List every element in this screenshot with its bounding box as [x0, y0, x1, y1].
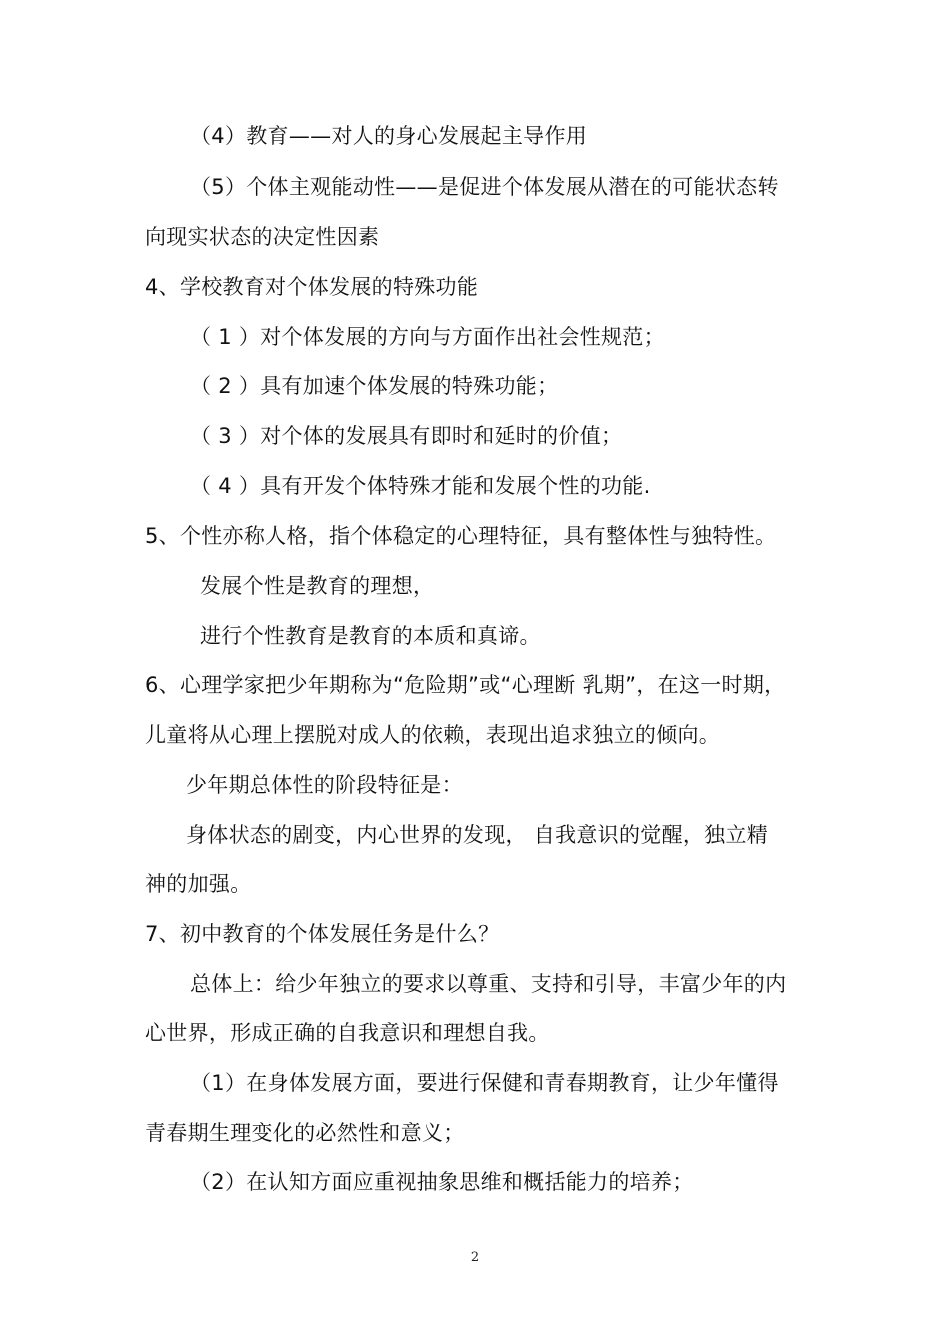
text-line-14: 少年期总体性的阶段特征是： [186, 773, 463, 797]
text-line-10: 发展个性是教育的理想， [200, 574, 435, 598]
text-line-22: （2）在认知方面应重视抽象思维和概括能力的培养； [190, 1170, 694, 1194]
page-number: 2 [470, 1250, 480, 1265]
text-line-16: 神的加强。 [145, 872, 252, 896]
text-line-20: （1）在身体发展方面，要进行保健和青春期教育，让少年懂得 [190, 1071, 779, 1095]
text-line-18: 总体上：给少年独立的要求以尊重、支持和引导，丰富少年的内 [190, 972, 787, 996]
text-line-19: 心世界，形成正确的自我意识和理想自我。 [145, 1021, 550, 1045]
text-line-3: 向现实状态的决定性因素 [145, 225, 380, 249]
text-line-2: （5）个体主观能动性——是促进个体发展从潜在的可能状态转 [190, 175, 779, 199]
text-line-5: （ 1 ）对个体发展的方向与方面作出社会性规范； [190, 325, 665, 349]
section-heading-4: 4、学校教育对个体发展的特殊功能 [145, 275, 479, 299]
text-line-1: （4）教育——对人的身心发展起主导作用 [190, 124, 588, 148]
text-line-11: 进行个性教育是教育的本质和真谛。 [200, 624, 541, 648]
text-line-13: 儿童将从心理上摆脱对成人的依赖，表现出追求独立的倾向。 [145, 723, 721, 747]
text-line-8: （ 4 ）具有开发个体特殊才能和发展个性的功能. [190, 474, 651, 498]
text-line-15: 身体状态的剧变，内心世界的发现， 自我意识的觉醒，独立精 [186, 823, 769, 847]
text-line-7: （ 3 ）对个体的发展具有即时和延时的价值； [190, 424, 623, 448]
section-heading-7: 7、初中教育的个体发展任务是什么？ [145, 922, 500, 946]
text-line-6: （ 2 ）具有加速个体发展的特殊功能； [190, 374, 559, 398]
text-line-21: 青春期生理变化的必然性和意义； [145, 1121, 465, 1145]
section-heading-6: 6、心理学家把少年期称为“危险期”或“心理断 乳期”，在这一时期， [145, 673, 786, 697]
section-heading-5: 5、个性亦称人格，指个体稳定的心理特征，具有整体性与独特性。 [145, 524, 777, 548]
